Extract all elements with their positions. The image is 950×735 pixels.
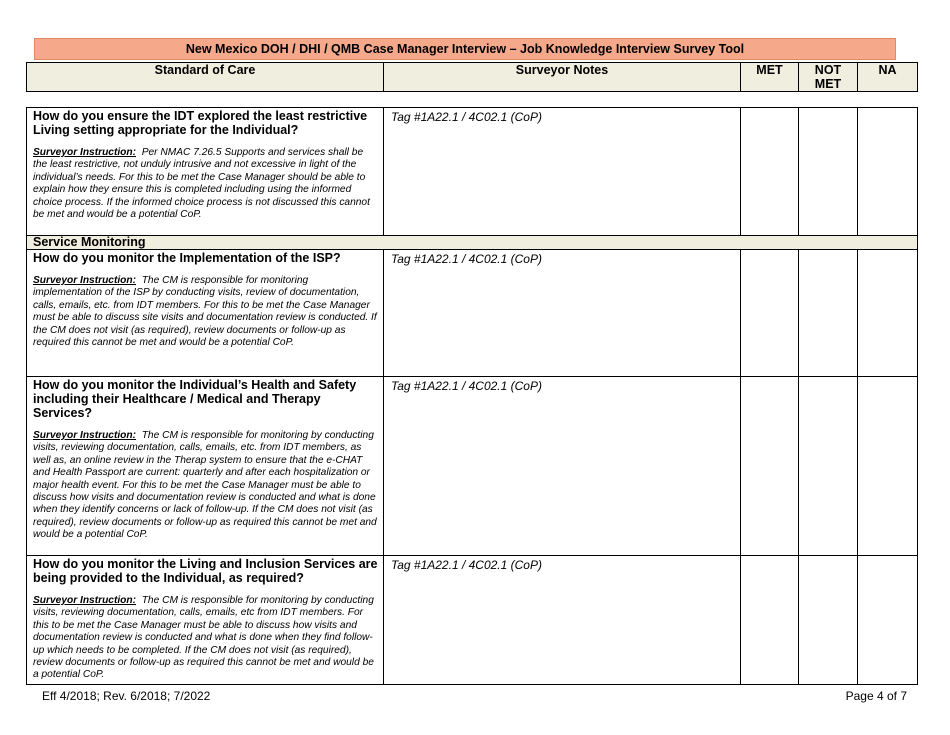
question-text: How do you monitor the Individual’s Health and Safety including their Healthcare / Medical and Therapy Services? — [33, 378, 357, 420]
surveyor-instruction — [33, 275, 379, 349]
instruction-text: The CM is responsible for monitoring implementation of the ISP by conducting visits, review of documentation, calls, emails, etc. from IDT members. For this to be met the Case Manager must be able to discuss site visits and documentation review is conducted. If the CM does not visit (as required), review documents or follow-up as required this cannot be met and would be a potential CoP. — [33, 275, 377, 349]
na-checkbox-cell[interactable] — [858, 108, 918, 236]
column-standard-of-care: Standard of Care — [27, 63, 384, 92]
met-checkbox-cell[interactable] — [741, 377, 799, 556]
column-header-table — [26, 62, 918, 92]
instruction-label: Surveyor Instruction: — [33, 430, 137, 441]
met-checkbox-cell[interactable] — [741, 556, 799, 685]
section-service-monitoring: Service Monitoring — [27, 236, 918, 250]
section-row — [27, 236, 918, 250]
footer-page-number: Page 4 of 7 — [845, 689, 907, 703]
surveyor-notes-cell[interactable] — [384, 377, 741, 556]
column-na: NA — [858, 63, 918, 92]
not-met-checkbox-cell[interactable] — [799, 556, 858, 685]
not-met-checkbox-cell[interactable] — [799, 250, 858, 377]
table-row — [27, 250, 918, 377]
table-row — [27, 108, 918, 236]
met-checkbox-cell[interactable] — [741, 108, 799, 236]
question-text: How do you monitor the Living and Inclusion Services are being provided to the Individual, as required? — [33, 557, 378, 585]
instruction-label: Surveyor Instruction: — [33, 147, 137, 158]
not-met-checkbox-cell[interactable] — [799, 377, 858, 556]
table-row — [27, 556, 918, 685]
standard-cell — [27, 377, 384, 556]
surveyor-notes-cell[interactable] — [384, 250, 741, 377]
footer-revision: Eff 4/2018; Rev. 6/2018; 7/2022 — [42, 689, 211, 703]
standard-cell — [27, 556, 384, 685]
surveyor-instruction — [33, 430, 379, 542]
surveyor-notes-cell[interactable] — [384, 108, 741, 236]
tag-reference: Tag #1A22.1 / 4C02.1 (CoP) — [391, 379, 542, 393]
document-title: New Mexico DOH / DHI / QMB Case Manager Interview – Job Knowledge Interview Survey Tool — [34, 38, 896, 60]
table-row — [27, 377, 918, 556]
instruction-text: The CM is responsible for monitoring by conducting visits, reviewing documentation, calls, emails, etc from IDT members. For this to be met the Case Manager must be able to discuss how visits and documentation review is conducted and what is done when they find follow-up which needs to be completed. If the CM does not visit (as required), review documents or follow-up as required this cannot be met and would be a potential CoP. — [33, 595, 374, 681]
not-met-checkbox-cell[interactable] — [799, 108, 858, 236]
tag-reference: Tag #1A22.1 / 4C02.1 (CoP) — [391, 252, 542, 266]
column-met: MET — [741, 63, 799, 92]
instruction-text: Per NMAC 7.26.5 Supports and services shall be the least restrictive, not unduly intrusive and not excessive in light of the individual’s needs. For this to be met the Case Manager should be able to explain how they ensure this is completed including using the informed choice process. If the informed choice process is not discussed this cannot be met and would be a potential CoP. — [33, 147, 370, 221]
met-checkbox-cell[interactable] — [741, 250, 799, 377]
tag-reference: Tag #1A22.1 / 4C02.1 (CoP) — [391, 558, 542, 572]
na-checkbox-cell[interactable] — [858, 377, 918, 556]
question-text: How do you monitor the Implementation of the ISP? — [33, 251, 341, 265]
column-surveyor-notes: Surveyor Notes — [384, 63, 741, 92]
instruction-label: Surveyor Instruction: — [33, 595, 137, 606]
column-not-met: NOT MET — [799, 63, 858, 92]
na-checkbox-cell[interactable] — [858, 556, 918, 685]
surveyor-instruction — [33, 147, 379, 221]
standard-cell — [27, 108, 384, 236]
question-text: How do you ensure the IDT explored the least restrictive Living setting appropriate for the Individual? — [33, 109, 368, 137]
surveyor-notes-cell[interactable] — [384, 556, 741, 685]
instruction-label: Surveyor Instruction: — [33, 275, 137, 286]
survey-table — [26, 107, 918, 685]
standard-cell — [27, 250, 384, 377]
tag-reference: Tag #1A22.1 / 4C02.1 (CoP) — [391, 110, 542, 124]
surveyor-instruction — [33, 595, 379, 682]
na-checkbox-cell[interactable] — [858, 250, 918, 377]
instruction-text: The CM is responsible for monitoring by conducting visits, reviewing documentation, calls, emails, etc. from IDT members, as well as, an online review in the Therap system to ensure that the e-CHAT and Health Passport are current: quarterly and after each hospitalization or major health event. For this to be met the Case Manager must be able to discuss how visits and documentation review is conducted and what is done when they identify concerns or lack of follow-up. If the CM does not visit (as required), review documents or follow-up as required this cannot be met and would be a potential CoP. — [33, 430, 377, 541]
